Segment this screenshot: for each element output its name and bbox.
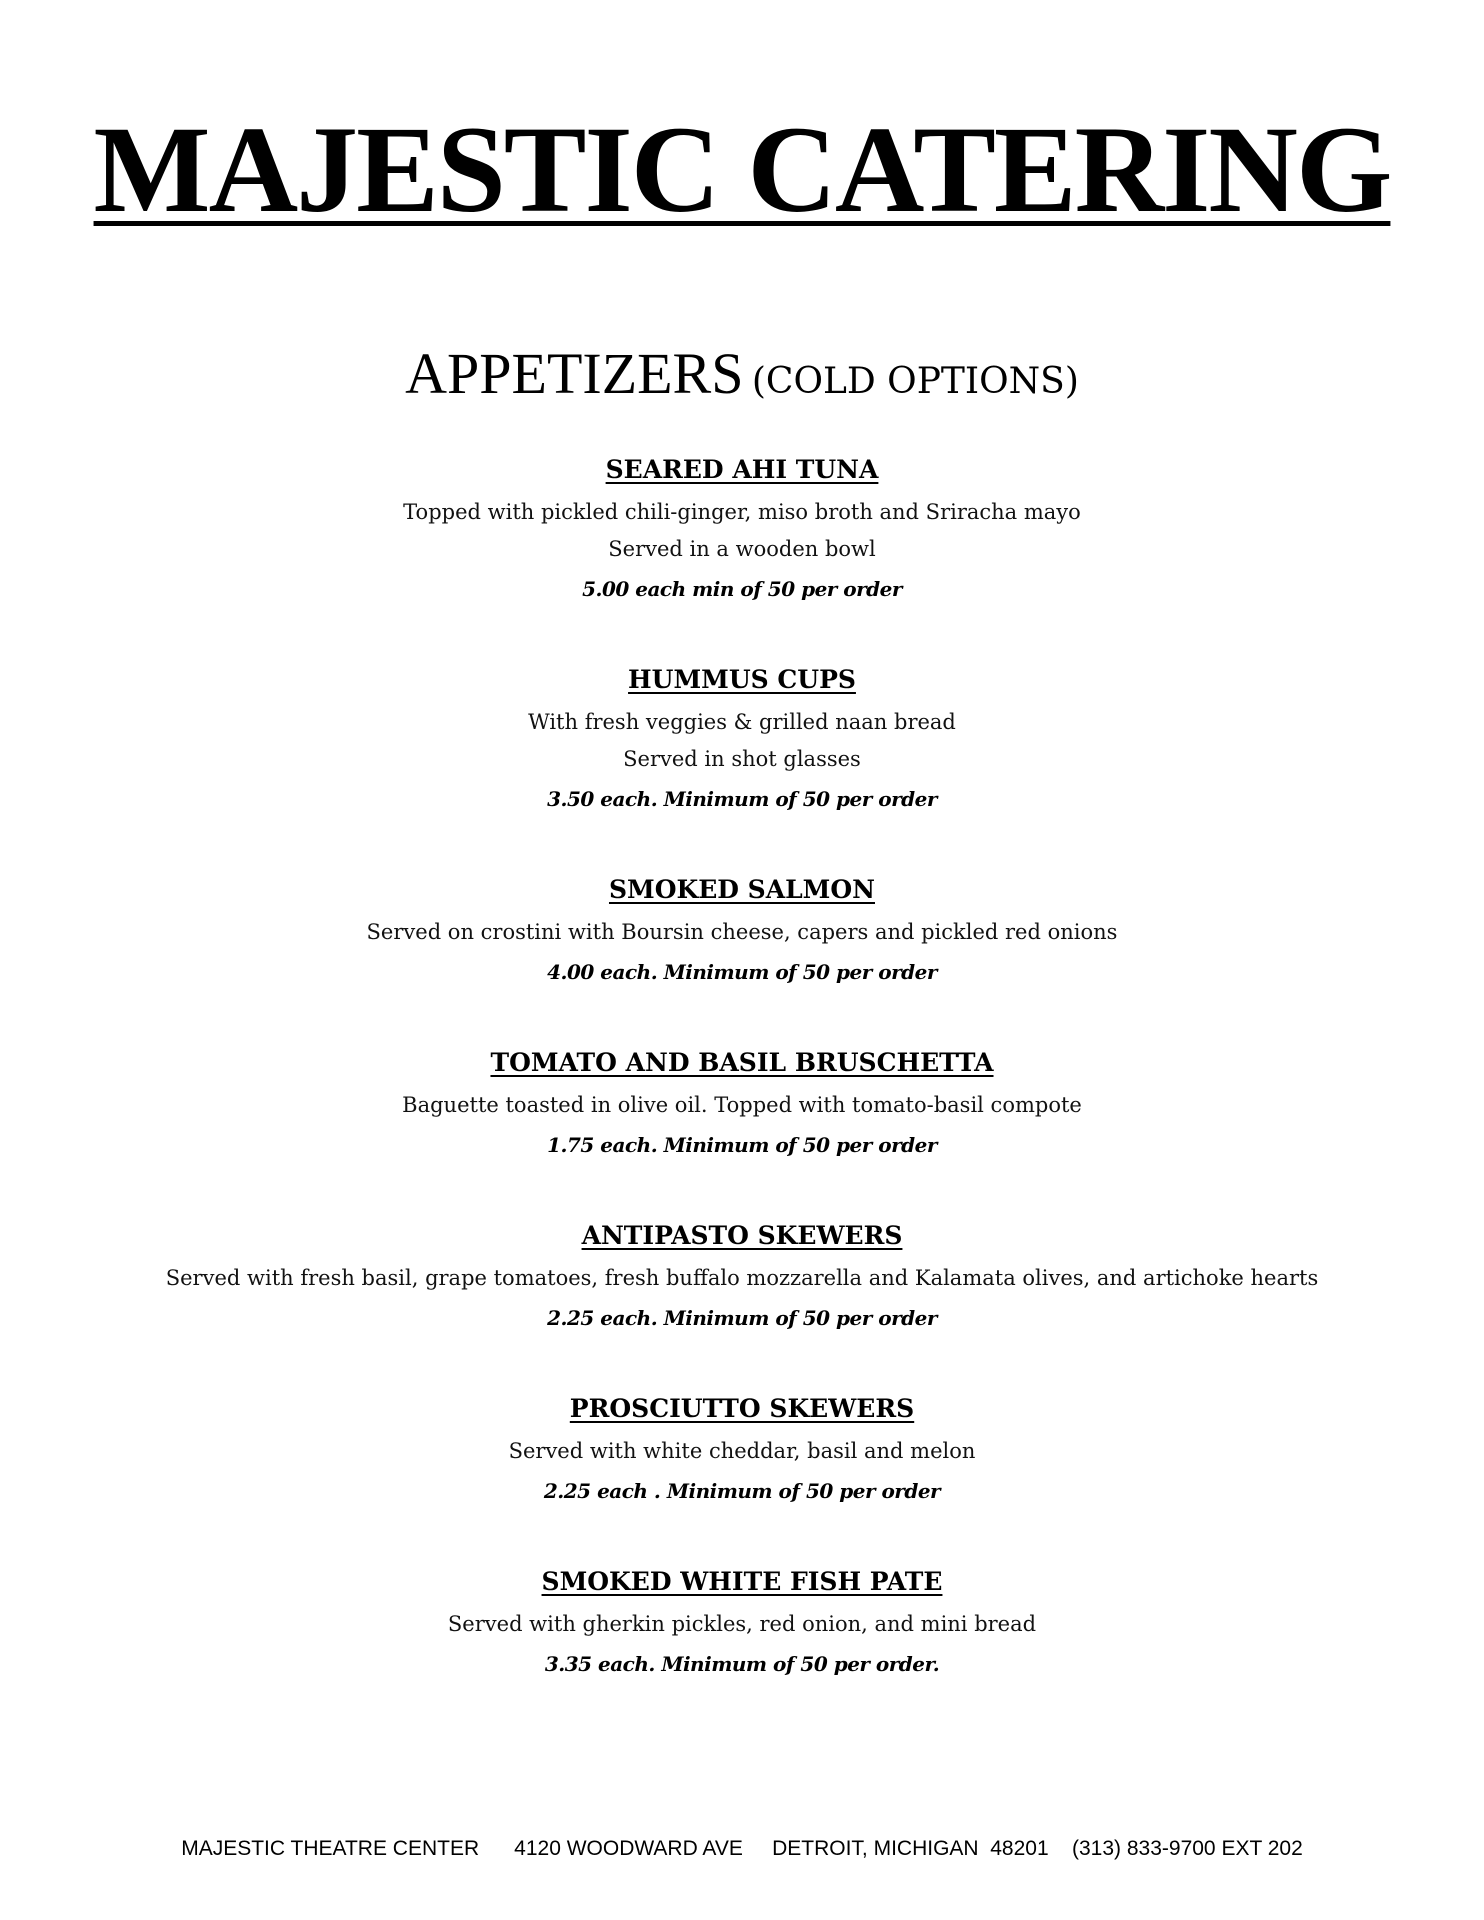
menu-item-description: Baguette toasted in olive oil. Topped with tomato-basil compote xyxy=(402,1093,1082,1117)
page-title xyxy=(0,101,1484,238)
menu-item-name: SMOKED SALMON xyxy=(608,875,875,904)
menu-item-name: TOMATO AND BASIL BRUSCHETTA xyxy=(490,1048,994,1077)
footer-city: DETROIT, MICHIGAN 48201 xyxy=(772,1837,1049,1860)
menu-item-description: Served on crostini with Boursin cheese, capers and pickled red onions xyxy=(366,920,1118,944)
menu-list xyxy=(0,452,1484,1737)
menu-item-description: Served with fresh basil, grape tomatoes, fresh buffalo mozzarella and Kalamata olives, and artichoke hearts xyxy=(165,1266,1319,1290)
menu-item-description: With fresh veggies & grilled naan bread xyxy=(528,710,956,734)
menu-item-price: 3.35 each. Minimum of 50 per order. xyxy=(544,1652,940,1676)
section-title: APPETIZERS xyxy=(405,341,744,406)
menu-item-name: SMOKED WHITE FISH PATE xyxy=(541,1567,943,1596)
menu-item-name: ANTIPASTO SKEWERS xyxy=(581,1221,903,1250)
menu-item-price: 1.75 each. Minimum of 50 per order xyxy=(547,1133,937,1157)
menu-item-description: Served in a wooden bowl xyxy=(608,537,876,561)
menu-item-price: 4.00 each. Minimum of 50 per order xyxy=(547,960,937,984)
menu-item-description: Served with white cheddar, basil and melon xyxy=(508,1439,976,1463)
menu-item-price: 2.25 each . Minimum of 50 per order xyxy=(543,1479,941,1503)
menu-item-description: Served in shot glasses xyxy=(623,747,861,771)
menu-item xyxy=(0,1391,1484,1512)
footer xyxy=(0,1836,1484,1862)
menu-item-name: HUMMUS CUPS xyxy=(628,665,856,694)
menu-item xyxy=(0,662,1484,820)
menu-item-description: Served with gherkin pickles, red onion, and mini bread xyxy=(447,1612,1037,1636)
menu-item-price: 2.25 each. Minimum of 50 per order xyxy=(547,1306,937,1330)
footer-venue: MAJESTIC THEATRE CENTER xyxy=(181,1837,480,1860)
footer-address: 4120 WOODWARD AVE xyxy=(514,1837,743,1860)
menu-item-price: 3.50 each. Minimum of 50 per order xyxy=(547,787,937,811)
menu-item-name: PROSCIUTTO SKEWERS xyxy=(569,1394,915,1423)
menu-item xyxy=(0,452,1484,610)
section-heading xyxy=(0,341,1484,406)
menu-item xyxy=(0,1218,1484,1339)
page-title-text: MAJESTIC CATERING xyxy=(93,101,1391,238)
menu-item-name: SEARED AHI TUNA xyxy=(605,455,879,484)
menu-item xyxy=(0,1564,1484,1685)
section-subtitle: (COLD OPTIONS) xyxy=(751,361,1079,402)
menu-item-description: Topped with pickled chili-ginger, miso broth and Sriracha mayo xyxy=(403,500,1081,524)
menu-item xyxy=(0,872,1484,993)
menu-item-price: 5.00 each min of 50 per order xyxy=(582,577,902,601)
footer-phone: (313) 833-9700 EXT 202 xyxy=(1072,1837,1303,1860)
menu-item xyxy=(0,1045,1484,1166)
